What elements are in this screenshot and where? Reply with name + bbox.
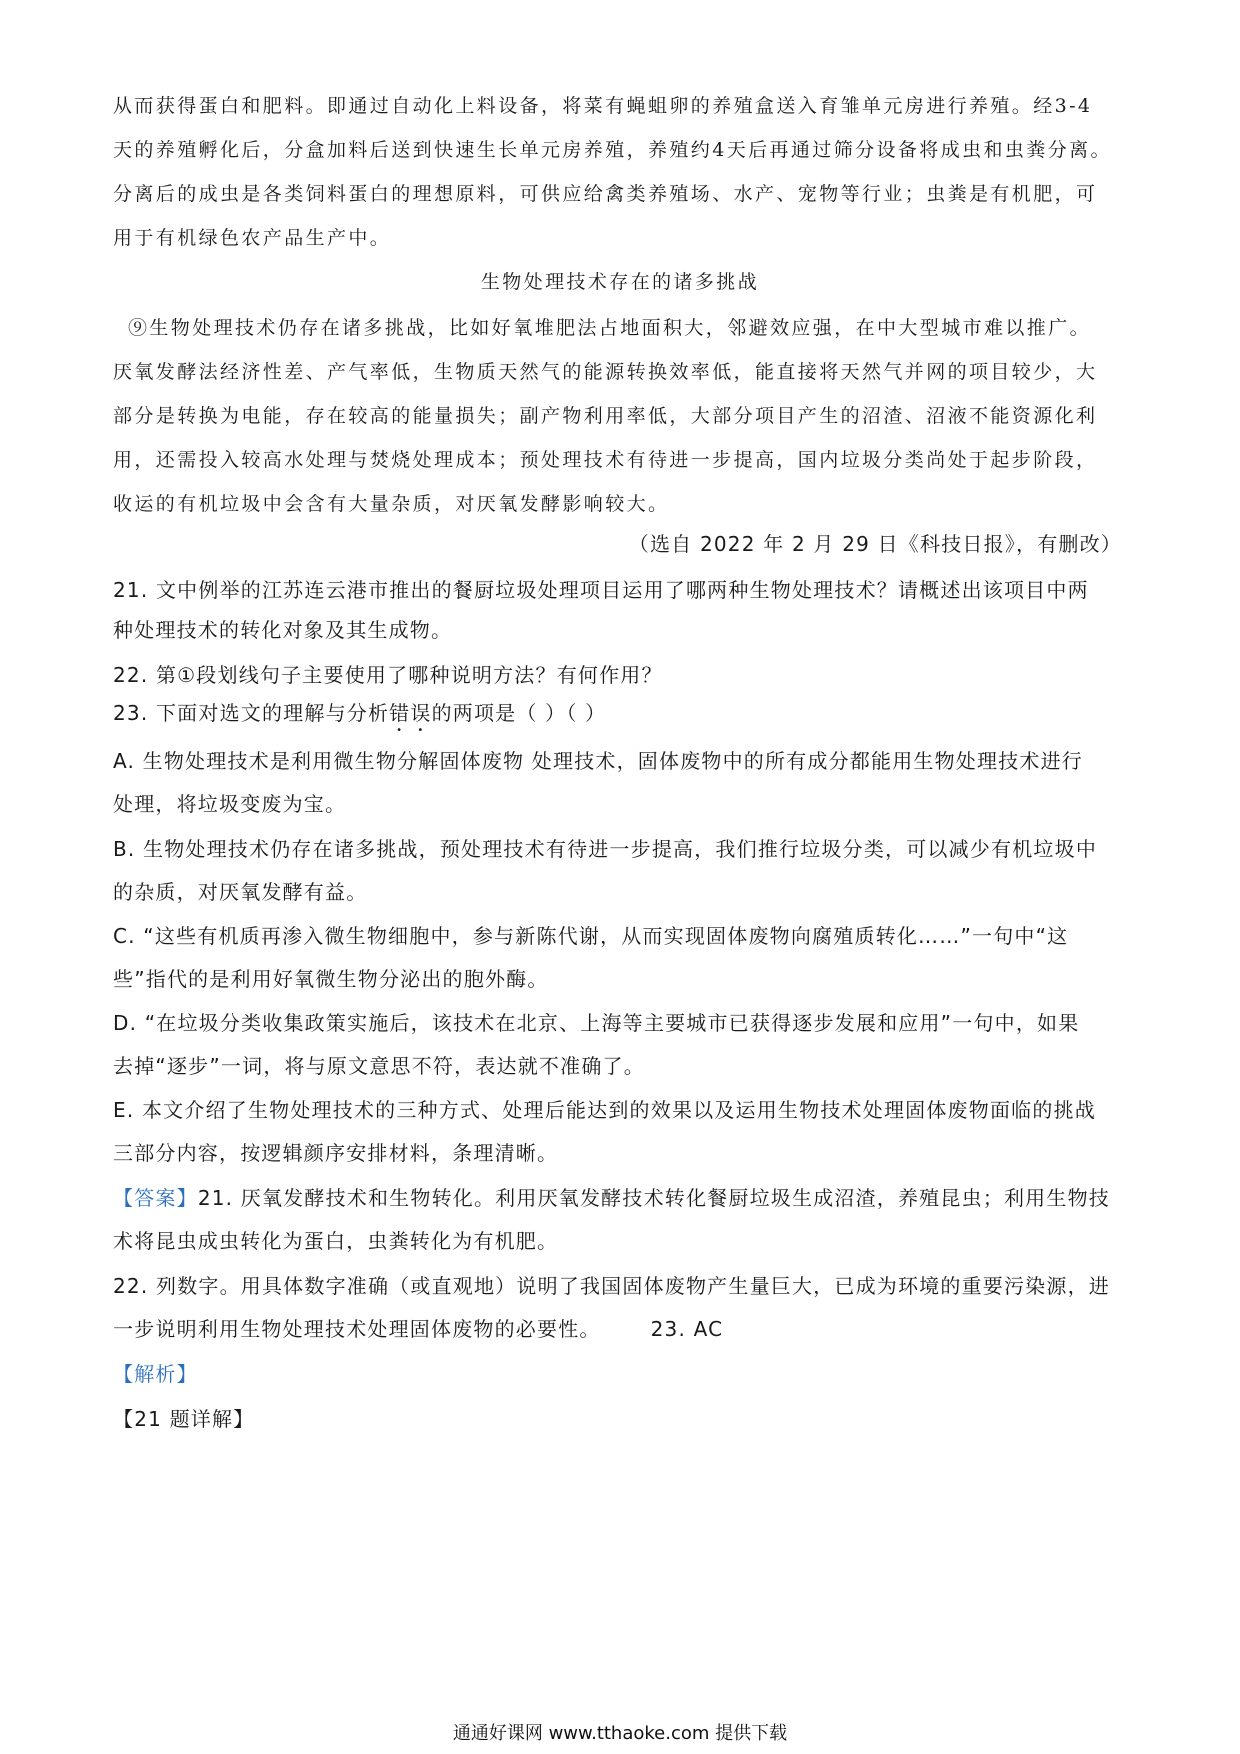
option-b-line-2: 的杂质，对厌氧发酵有益。 <box>113 880 368 904</box>
answer-22-text: 一步说明利用生物处理技术处理固体废物的必要性。 <box>113 1317 601 1341</box>
section-title: 生物处理技术存在的诸多挑战 <box>480 271 760 293</box>
option-d-line-1: D. “在垃圾分类收集政策实施后，该技术在北京、上海等主要城市已获得逐步发展和应用”一句中，如果 <box>113 1011 1080 1035</box>
page-footer: 通通好课网 www.tthaoke.com 提供下载 <box>452 1723 788 1744</box>
answer-23: 23. AC <box>650 1317 724 1341</box>
intro-line-4: 用于有机绿色农产品生产中。 <box>113 227 392 249</box>
question-21-line-1: 21. 文中例举的江苏连云港市推出的餐厨垃圾处理项目运用了哪两种生物处理技术？请概述出该项目中两 <box>113 578 1089 602</box>
option-c-line-1: C. “这些有机质再渗入微生物细胞中，参与新陈代谢，从而实现固体废物向腐殖质转化……”一句中“这 <box>113 924 1069 948</box>
detail-21-heading: 【21 题详解】 <box>113 1407 255 1431</box>
analysis-tag: 【解析】 <box>113 1362 198 1386</box>
p9-line-4: 用，还需投入较高水处理与焚烧处理成本；预处理技术有待进一步提高，国内垃圾分类尚处于起步阶段， <box>113 449 1098 471</box>
option-e-line-2: 三部分内容，按逻辑颜序安排材料，条理清晰。 <box>113 1141 559 1165</box>
intro-line-1: 从而获得蛋白和肥料。即通过自动化上料设备，将菜有蝇蛆卵的养殖盒送入育雏单元房进行养殖。经3-4 <box>113 95 1093 117</box>
answer-22-line-1: 22. 列数字。用具体数字准确（或直观地）说明了我国固体废物产生量巨大，已成为环境的重要污染源，进 <box>113 1274 1110 1298</box>
p9-line-3: 部分是转换为电能，存在较高的能量损失；副产物利用率低，大部分项目产生的沼渣、沼液不能资源化利 <box>113 405 1098 427</box>
option-a-line-1: A. 生物处理技术是利用微生物分解固体废物 处理技术，固体废物中的所有成分都能用生物处理技术进行 <box>113 749 1084 773</box>
answer-21-line-2: 术将昆虫成虫转化为蛋白，虫粪转化为有机肥。 <box>113 1229 559 1253</box>
p9-line-1: ⑨生物处理技术仍存在诸多挑战，比如好氧堆肥法占地面积大，邻避效应强，在中大型城市难以推广。 <box>128 317 1092 339</box>
option-c-line-2: 些”指代的是利用好氧微生物分泌出的胞外酶。 <box>113 967 549 991</box>
question-21-line-2: 种处理技术的转化对象及其生成物。 <box>113 618 453 642</box>
answer-21-line-1 <box>113 1184 1133 1212</box>
question-23-prefix: 23. 下面对选文的理解与分析 <box>113 701 390 725</box>
option-d-line-2: 去掉“逐步”一词，将与原文意思不符，表达就不准确了。 <box>113 1054 645 1078</box>
option-a-line-2: 处理，将垃圾变废为宝。 <box>113 792 347 816</box>
question-23-emphasis: 错误 <box>389 701 432 725</box>
answer-22-line-2 <box>113 1315 1133 1343</box>
answer-21-text: 21. 厌氧发酵技术和生物转化。利用厌氧发酵技术转化餐厨垃圾生成沼渣，养殖昆虫；利用生物技 <box>197 1186 1110 1210</box>
p9-line-5: 收运的有机垃圾中会含有大量杂质，对厌氧发酵影响较大。 <box>113 493 670 515</box>
answer-tag: 【答案】 <box>113 1186 198 1210</box>
source-citation: （选自 2022 年 2 月 29 日《科技日报》，有删改） <box>628 532 1122 556</box>
p9-line-2: 厌氧发酵法经济性差、产气率低，生物质天然气的能源转换效率低，能直接将天然气并网的项目较少，大 <box>113 361 1098 383</box>
option-b-line-1: B. 生物处理技术仍存在诸多挑战，预处理技术有待进一步提高，我们推行垃圾分类，可以减少有机垃圾中 <box>113 837 1098 861</box>
question-22: 22. 第①段划线句子主要使用了哪种说明方法？有何作用？ <box>113 663 663 687</box>
option-e-line-1: E. 本文介绍了生物处理技术的三种方式、处理后能达到的效果以及运用生物技术处理固体废物面临的挑战 <box>113 1098 1096 1122</box>
question-23 <box>113 699 1133 736</box>
intro-line-3: 分离后的成虫是各类饲料蛋白的理想原料，可供应给禽类养殖场、水产、宠物等行业；虫粪是有机肥，可 <box>113 183 1098 205</box>
intro-line-2: 天的养殖孵化后，分盒加料后送到快速生长单元房养殖，养殖约4天后再通过筛分设备将成虫和虫粪分离。 <box>113 139 1112 161</box>
question-23-suffix: 的两项是（ ）（ ） <box>431 701 607 725</box>
